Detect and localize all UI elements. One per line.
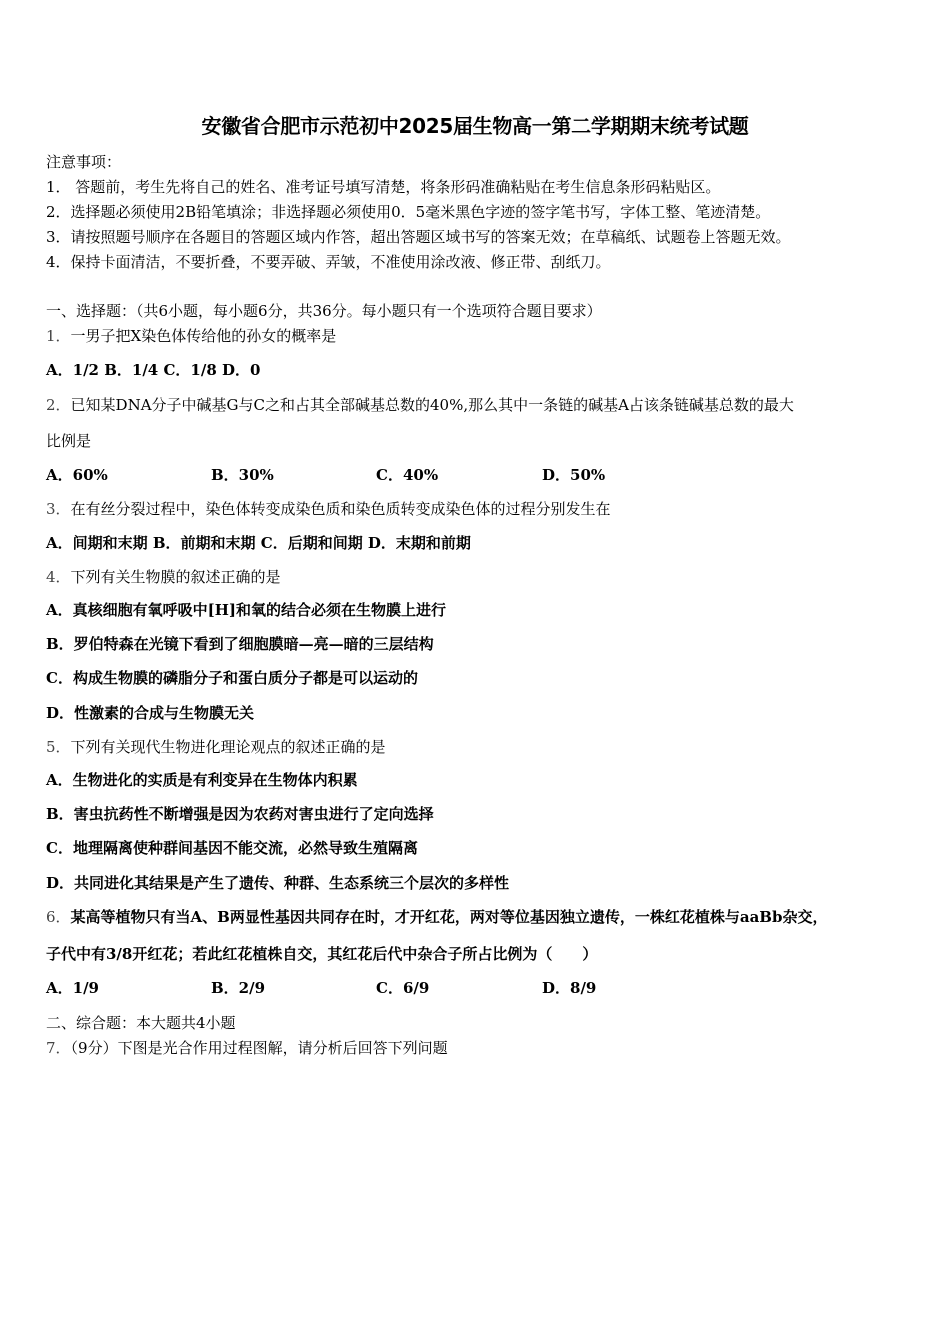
option-a: A．真核细胞有氧呼吸中[H]和氧的结合必须在生物膜上进行 — [46, 601, 447, 619]
question-number: 6． — [46, 908, 71, 926]
question-number: 1． — [46, 327, 71, 345]
question-number: 4． — [46, 568, 71, 586]
question-stem: 在有丝分裂过程中，染色体转变成染色质和染色质转变成染色体的过程分别发生在 — [70, 500, 611, 518]
question-number: 3． — [46, 500, 71, 518]
question-2 — [46, 395, 794, 415]
notes-item: 3．请按照题号顺序在各题目的答题区域内作答，超出答题区域书写的答案无效；在草稿纸、试题卷上答题无效。 — [46, 228, 791, 246]
option-d: D．8/9 — [542, 979, 597, 997]
question-stem: 下列有关现代生物进化理论观点的叙述正确的是 — [70, 738, 386, 756]
question-stem: 某高等植物只有当A、B两显性基因共同存在时，才开红花，两对等位基因独立遗传，一株红花植株与aaBb杂交， — [70, 908, 828, 926]
question-stem: （9分）下图是光合作用过程图解，请分析后回答下列问题 — [70, 1039, 448, 1057]
question-3-options: A．间期和末期 B．前期和末期 C．后期和间期 D．末期和前期 — [46, 534, 471, 552]
section-heading: 一、选择题：（共6小题，每小题6分，共36分。每小题只有一个选项符合题目要求） — [46, 302, 602, 320]
option-b: B．2/9 — [211, 979, 266, 997]
option-b: B．害虫抗药性不断增强是因为农药对害虫进行了定向选择 — [46, 805, 434, 823]
option-c: C．40% — [376, 466, 439, 484]
exam-title: 安徽省合肥市示范初中2025届生物高一第二学期期末统考试题 — [201, 114, 749, 138]
option-c: C．6/9 — [376, 979, 430, 997]
notes-heading: 注意事项： — [46, 153, 122, 171]
option-c: C．构成生物膜的磷脂分子和蛋白质分子都是可以运动的 — [46, 669, 418, 687]
section-heading: 二、综合题：本大题共4小题 — [46, 1014, 236, 1032]
question-4 — [46, 567, 281, 587]
question-stem: 下列有关生物膜的叙述正确的是 — [70, 568, 281, 586]
question-6-stem-continued: 子代中有3/8开红花；若此红花植株自交，其红花后代中杂合子所占比例为（ ） — [46, 945, 598, 963]
question-number: 2． — [46, 396, 71, 414]
question-1 — [46, 326, 336, 346]
question-3 — [46, 499, 611, 519]
question-stem: 一男子把X染色体传给他的孙女的概率是 — [70, 327, 337, 345]
option-a: A．60% — [46, 466, 108, 484]
question-2-stem-continued: 比例是 — [46, 432, 92, 450]
option-d: D．50% — [542, 466, 606, 484]
question-number: 5． — [46, 738, 71, 756]
notes-item: 4．保持卡面清洁，不要折叠，不要弄破、弄皱，不准使用涂改液、修正带、刮纸刀。 — [46, 253, 611, 271]
option-d: D．性激素的合成与生物膜无关 — [46, 704, 255, 722]
question-stem: 已知某DNA分子中碱基G与C之和占其全部碱基总数的40%,那么其中一条链的碱基A占该条链碱基总数的最大 — [70, 396, 794, 414]
question-7 — [46, 1038, 448, 1058]
option-d: D．共同进化其结果是产生了遗传、种群、生态系统三个层次的多样性 — [46, 874, 510, 892]
option-a: A．1/9 — [46, 979, 99, 997]
question-5 — [46, 737, 386, 757]
question-6 — [46, 907, 827, 927]
option-c: C．地理隔离使种群间基因不能交流，必然导致生殖隔离 — [46, 839, 418, 857]
question-1-options: A．1/2 B．1/4 C．1/8 D．0 — [46, 361, 261, 379]
question-number: 7． — [46, 1039, 71, 1057]
option-b: B．罗伯特森在光镜下看到了细胞膜暗—亮—暗的三层结构 — [46, 635, 434, 653]
option-a: A．生物进化的实质是有利变异在生物体内积累 — [46, 771, 358, 789]
notes-item: 2．选择题必须使用2B铅笔填涂；非选择题必须使用0．5毫米黑色字迹的签字笔书写，字体工整、笔迹清楚。 — [46, 203, 771, 221]
notes-item: 1． 答题前，考生先将自己的姓名、准考证号填写清楚，将条形码准确粘贴在考生信息条形码粘贴区。 — [46, 178, 721, 196]
option-b: B．30% — [211, 466, 274, 484]
